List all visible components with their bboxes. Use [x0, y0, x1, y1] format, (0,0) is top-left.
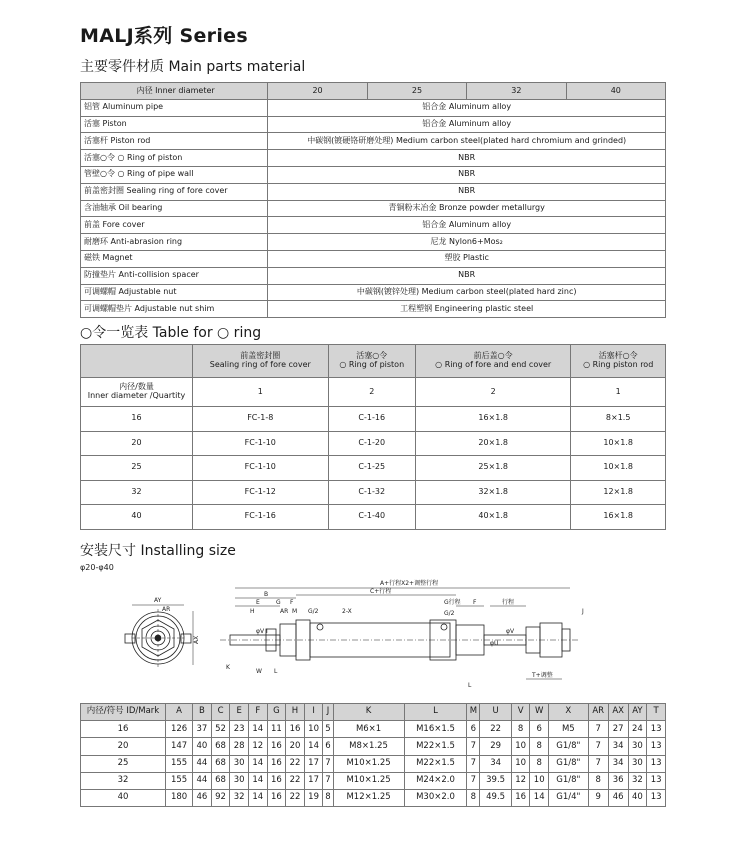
label-v-front: φV [256, 628, 265, 635]
dim-cell: 7 [323, 772, 333, 789]
oring-header-zh: 活塞○令 [356, 351, 388, 361]
part-material: NBR [268, 183, 666, 200]
oring-header-cell [193, 345, 329, 378]
part-material: 塑胶 Plastic [268, 250, 666, 267]
dim-cell: 22 [480, 721, 511, 738]
materials-row [81, 284, 666, 301]
dim-cell: 7 [588, 755, 608, 772]
materials-row [81, 301, 666, 318]
dim-cell: 7 [323, 755, 333, 772]
dim-cell: M12×1.25 [333, 789, 404, 806]
oring-cell: C-1-25 [328, 456, 415, 481]
oring-header-en: ○ Ring piston rod [583, 360, 654, 369]
oring-header-en: ○ Ring of piston [339, 360, 405, 369]
part-name: 可调螺帽 Adjustable nut [81, 284, 268, 301]
part-material: 工程塑钢 Engineering plastic steel [268, 301, 666, 318]
materials-header-cell: 20 [268, 83, 367, 100]
label-f-end: F [473, 599, 477, 606]
dim-cell: 10 [530, 772, 549, 789]
oring-cell: 12×1.8 [571, 480, 666, 505]
dim-cell: 16 [267, 772, 286, 789]
dim-cell: 14 [248, 755, 267, 772]
dim-cell: G1/4" [549, 789, 589, 806]
oring-row [81, 407, 666, 432]
dim-cell: 147 [166, 738, 193, 755]
dim-header-cell: AR [588, 704, 608, 721]
dim-header-cell: H [286, 704, 305, 721]
dim-cell: 36 [608, 772, 628, 789]
oring-cell: 16×1.8 [571, 505, 666, 530]
dim-header-cell: T [647, 704, 666, 721]
label-ar-side: AR [280, 608, 289, 615]
label-k: K [226, 664, 230, 671]
qty-cell: 1 [571, 378, 666, 407]
dim-cell: G1/8" [549, 755, 589, 772]
dim-header-cell: 内径/符号 ID/Mark [81, 704, 166, 721]
materials-row [81, 250, 666, 267]
materials-header-cell: 40 [566, 83, 665, 100]
part-name: 活塞 Piston [81, 116, 268, 133]
label-stroke: 行程 [502, 599, 515, 606]
dim-cell: 29 [480, 738, 511, 755]
dim-cell: 22 [286, 789, 305, 806]
oring-cell: FC-1-10 [193, 431, 329, 456]
oring-cell: 20×1.8 [415, 431, 570, 456]
part-name: 铝管 Aluminum pipe [81, 99, 268, 116]
dim-cell: 17 [304, 755, 323, 772]
materials-row [81, 150, 666, 167]
part-name: 前盖密封圈 Sealing ring of fore cover [81, 183, 268, 200]
dim-header-cell: M [467, 704, 480, 721]
dim-header-cell: J [323, 704, 333, 721]
dim-cell: 30 [230, 755, 249, 772]
dim-row [81, 772, 666, 789]
part-name: 磁铁 Magnet [81, 250, 268, 267]
page-title: MALJ系列 Series [80, 25, 248, 47]
dim-cell: 34 [608, 755, 628, 772]
oring-cell: 40×1.8 [415, 505, 570, 530]
label-j: J [582, 608, 584, 615]
dim-header-cell: A [166, 704, 193, 721]
label-c: C+行程 [370, 588, 392, 595]
part-name: 可调螺帽垫片 Adjustable nut shim [81, 301, 268, 318]
materials-row [81, 200, 666, 217]
oring-cell: 32×1.8 [415, 480, 570, 505]
dim-cell: 10 [304, 721, 323, 738]
dim-cell: 8 [467, 789, 480, 806]
part-material: 中碳钢(镀锌处理) Medium carbon steel(plated hard zinc) [268, 284, 666, 301]
dim-header-cell: AX [608, 704, 628, 721]
diameter-range: φ20-φ40 [80, 563, 114, 572]
dim-header-cell: AY [628, 704, 647, 721]
oring-cell: FC-1-12 [193, 480, 329, 505]
oring-header-cell [81, 345, 193, 378]
part-name: 活塞○令 ○ Ring of piston [81, 150, 268, 167]
dim-cell: 7 [588, 738, 608, 755]
dim-cell: 14 [248, 772, 267, 789]
oring-cell: 25×1.8 [415, 456, 570, 481]
dim-row [81, 755, 666, 772]
dim-cell: 92 [211, 789, 230, 806]
dim-cell: 13 [647, 772, 666, 789]
dim-cell: 8 [530, 755, 549, 772]
dim-cell: M16×1.5 [404, 721, 467, 738]
oring-header-zh: 活塞杆○令 [598, 351, 638, 361]
oring-row [81, 480, 666, 505]
part-name: 前盖 Fore cover [81, 217, 268, 234]
dim-cell: 30 [628, 755, 647, 772]
oring-cell: FC-1-8 [193, 407, 329, 432]
label-b: B [264, 591, 269, 598]
dim-cell: 40 [628, 789, 647, 806]
dim-cell: 30 [628, 738, 647, 755]
oring-row [81, 505, 666, 530]
dim-cell: M6×1 [333, 721, 404, 738]
dim-cell: 8 [511, 721, 530, 738]
label-f: F [290, 599, 294, 606]
materials-row [81, 217, 666, 234]
dim-cell: 27 [608, 721, 628, 738]
dim-cell: 7 [467, 772, 480, 789]
oring-cell: FC-1-10 [193, 456, 329, 481]
label-i: I [266, 628, 268, 635]
oring-header-cell [571, 345, 666, 378]
part-name: 管壁○令 ○ Ring of pipe wall [81, 166, 268, 183]
dim-cell: 7 [467, 738, 480, 755]
dim-cell: 23 [230, 721, 249, 738]
dim-cell: 34 [480, 755, 511, 772]
dim-cell: 37 [193, 721, 212, 738]
label-ay: AY [154, 597, 162, 604]
end-view [125, 605, 193, 668]
dim-cell: 126 [166, 721, 193, 738]
dim-cell: M5 [549, 721, 589, 738]
part-material: 青铜粉末冶金 Bronze powder metallurgy [268, 200, 666, 217]
dim-cell: G1/8" [549, 772, 589, 789]
dim-header-row [81, 704, 666, 721]
dim-cell: 10 [511, 755, 530, 772]
part-material: 铝合金 Aluminum alloy [268, 99, 666, 116]
dim-cell: 13 [647, 738, 666, 755]
dim-cell: 44 [193, 755, 212, 772]
part-name: 耐磨环 Anti-abrasion ring [81, 234, 268, 251]
label-w: W [256, 668, 262, 675]
label-g2: G/2 [308, 608, 319, 615]
label-l-end: L [468, 682, 472, 689]
dim-cell: 13 [647, 721, 666, 738]
dim-cell: 17 [304, 772, 323, 789]
qty-cell: 1 [193, 378, 329, 407]
dim-cell: 19 [304, 789, 323, 806]
materials-header-row [81, 83, 666, 100]
dim-cell: 6 [323, 738, 333, 755]
qty-label [81, 378, 193, 407]
label-2x: 2-X [342, 608, 352, 615]
dim-cell: 16 [267, 789, 286, 806]
dim-row [81, 738, 666, 755]
dim-row [81, 789, 666, 806]
qty-cell: 2 [328, 378, 415, 407]
dim-header-cell: G [267, 704, 286, 721]
dim-cell: M8×1.25 [333, 738, 404, 755]
label-g-stroke: G行程 [444, 599, 461, 606]
dim-header-cell: I [304, 704, 323, 721]
materials-row [81, 234, 666, 251]
oring-cell: C-1-40 [328, 505, 415, 530]
dim-cell: 5 [323, 721, 333, 738]
dim-header-cell: U [480, 704, 511, 721]
dim-header-cell: L [404, 704, 467, 721]
materials-heading: 主要零件材质 Main parts material [80, 59, 306, 75]
qty-label-en: Inner diameter /Quartity [87, 391, 186, 400]
dim-cell: 20 [81, 738, 166, 755]
oring-cell: 16×1.8 [415, 407, 570, 432]
dim-cell: 9 [588, 789, 608, 806]
part-material: 铝合金 Aluminum alloy [268, 116, 666, 133]
dim-cell: M30×2.0 [404, 789, 467, 806]
dim-header-cell: B [193, 704, 212, 721]
oring-cell: 40 [81, 505, 193, 530]
dim-cell: 11 [267, 721, 286, 738]
label-t: T+调整 [532, 672, 553, 679]
part-name: 含油轴承 Oil bearing [81, 200, 268, 217]
materials-table [80, 82, 666, 318]
dim-cell: 180 [166, 789, 193, 806]
dim-cell: 52 [211, 721, 230, 738]
label-u: φU [490, 640, 499, 647]
oring-header-cell [415, 345, 570, 378]
part-material: 铝合金 Aluminum alloy [268, 217, 666, 234]
oring-cell: 20 [81, 431, 193, 456]
dimensions-table [80, 703, 666, 807]
dim-cell: 68 [211, 772, 230, 789]
dim-cell: 14 [248, 721, 267, 738]
dim-cell: 6 [530, 721, 549, 738]
dim-header-cell: F [248, 704, 267, 721]
install-heading: 安装尺寸 Installing size [80, 543, 236, 559]
dim-header-cell: K [333, 704, 404, 721]
oring-row [81, 431, 666, 456]
dim-cell: 32 [628, 772, 647, 789]
dim-header-cell: C [211, 704, 230, 721]
oring-table [80, 344, 666, 530]
label-g2-end: G/2 [444, 610, 455, 617]
oring-cell: 8×1.5 [571, 407, 666, 432]
dim-cell: 16 [267, 755, 286, 772]
dim-header-cell: V [511, 704, 530, 721]
dim-cell: 155 [166, 772, 193, 789]
dim-cell: 28 [230, 738, 249, 755]
dim-cell: 49.5 [480, 789, 511, 806]
label-a: A+行程X2+调整行程 [380, 580, 439, 587]
part-name: 防撞垫片 Anti-collision spacer [81, 267, 268, 284]
label-g: G [276, 599, 281, 606]
oring-heading: ○令一览表 Table for ○ ring [80, 325, 262, 341]
dim-cell: 8 [588, 772, 608, 789]
oring-cell: C-1-20 [328, 431, 415, 456]
oring-header-en: ○ Ring of fore and end cover [435, 360, 552, 369]
label-m: M [292, 608, 298, 615]
dim-header-cell: E [230, 704, 249, 721]
dim-cell: 68 [211, 738, 230, 755]
installing-drawing [80, 573, 666, 698]
dim-cell: 32 [230, 789, 249, 806]
dim-cell: 44 [193, 772, 212, 789]
dim-cell: 40 [81, 789, 166, 806]
dim-header-cell: W [530, 704, 549, 721]
dim-row [81, 721, 666, 738]
materials-row [81, 116, 666, 133]
part-material: 尼龙 Nylon6+Mos₂ [268, 234, 666, 251]
dim-cell: 13 [647, 789, 666, 806]
dim-cell: M22×1.5 [404, 755, 467, 772]
label-v: φV [506, 628, 515, 635]
dim-cell: 24 [628, 721, 647, 738]
dim-cell: 22 [286, 755, 305, 772]
dim-header-cell: X [549, 704, 589, 721]
oring-cell: 10×1.8 [571, 456, 666, 481]
dim-cell: 16 [286, 721, 305, 738]
dim-cell: M10×1.25 [333, 772, 404, 789]
oring-header-cell [328, 345, 415, 378]
dim-cell: 22 [286, 772, 305, 789]
dim-cell: 10 [511, 738, 530, 755]
oring-header-en: Sealing ring of fore cover [209, 360, 311, 369]
part-material: NBR [268, 267, 666, 284]
oring-row [81, 456, 666, 481]
dim-cell: 40 [193, 738, 212, 755]
part-material: NBR [268, 166, 666, 183]
dim-cell: 8 [323, 789, 333, 806]
materials-row [81, 99, 666, 116]
materials-header-cell: 32 [467, 83, 566, 100]
part-material: 中碳钢(镀硬铬研磨处理) Medium carbon steel(plated hard chromium and grinded) [268, 133, 666, 150]
oring-cell: FC-1-16 [193, 505, 329, 530]
dim-cell: 30 [230, 772, 249, 789]
oring-cell: 32 [81, 480, 193, 505]
label-ar: AR [162, 606, 171, 613]
dim-cell: 16 [81, 721, 166, 738]
label-h: H [250, 608, 255, 615]
part-name: 活塞杆 Piston rod [81, 133, 268, 150]
oring-header-zh: 前后盖○令 [473, 351, 513, 361]
dim-cell: M22×1.5 [404, 738, 467, 755]
materials-header-cell: 25 [367, 83, 466, 100]
oring-cell: 25 [81, 456, 193, 481]
dim-cell: 68 [211, 755, 230, 772]
label-l: L [274, 668, 278, 675]
materials-row [81, 183, 666, 200]
materials-row [81, 133, 666, 150]
oring-cell: 10×1.8 [571, 431, 666, 456]
dim-cell: 16 [267, 738, 286, 755]
oring-cell: C-1-32 [328, 480, 415, 505]
qty-cell: 2 [415, 378, 570, 407]
dim-cell: 16 [511, 789, 530, 806]
dim-cell: 6 [467, 721, 480, 738]
oring-cell: 16 [81, 407, 193, 432]
dim-cell: M10×1.25 [333, 755, 404, 772]
materials-row [81, 166, 666, 183]
dim-cell: 7 [467, 755, 480, 772]
dim-cell: 155 [166, 755, 193, 772]
qty-label-zh: 内径/数量 [119, 382, 154, 392]
dim-cell: 46 [608, 789, 628, 806]
dim-cell: 12 [511, 772, 530, 789]
dim-cell: 34 [608, 738, 628, 755]
dim-cell: 32 [81, 772, 166, 789]
label-ax: AX [193, 635, 200, 644]
oring-header-row [81, 345, 666, 378]
dim-cell: 13 [647, 755, 666, 772]
part-material: NBR [268, 150, 666, 167]
dim-cell: 8 [530, 738, 549, 755]
dim-cell: 14 [304, 738, 323, 755]
dim-cell: 14 [248, 789, 267, 806]
dim-cell: G1/8" [549, 738, 589, 755]
dim-cell: 39.5 [480, 772, 511, 789]
dim-cell: 46 [193, 789, 212, 806]
oring-qty-row [81, 378, 666, 407]
materials-header-cell: 内径 Inner diameter [81, 83, 268, 100]
label-e: E [256, 599, 260, 606]
dim-cell: M24×2.0 [404, 772, 467, 789]
dim-cell: 7 [588, 721, 608, 738]
dim-cell: 25 [81, 755, 166, 772]
oring-cell: C-1-16 [328, 407, 415, 432]
dim-cell: 14 [530, 789, 549, 806]
materials-row [81, 267, 666, 284]
oring-header-zh: 前盖密封圈 [240, 351, 281, 361]
dim-cell: 12 [248, 738, 267, 755]
side-view [220, 620, 580, 660]
dim-cell: 20 [286, 738, 305, 755]
